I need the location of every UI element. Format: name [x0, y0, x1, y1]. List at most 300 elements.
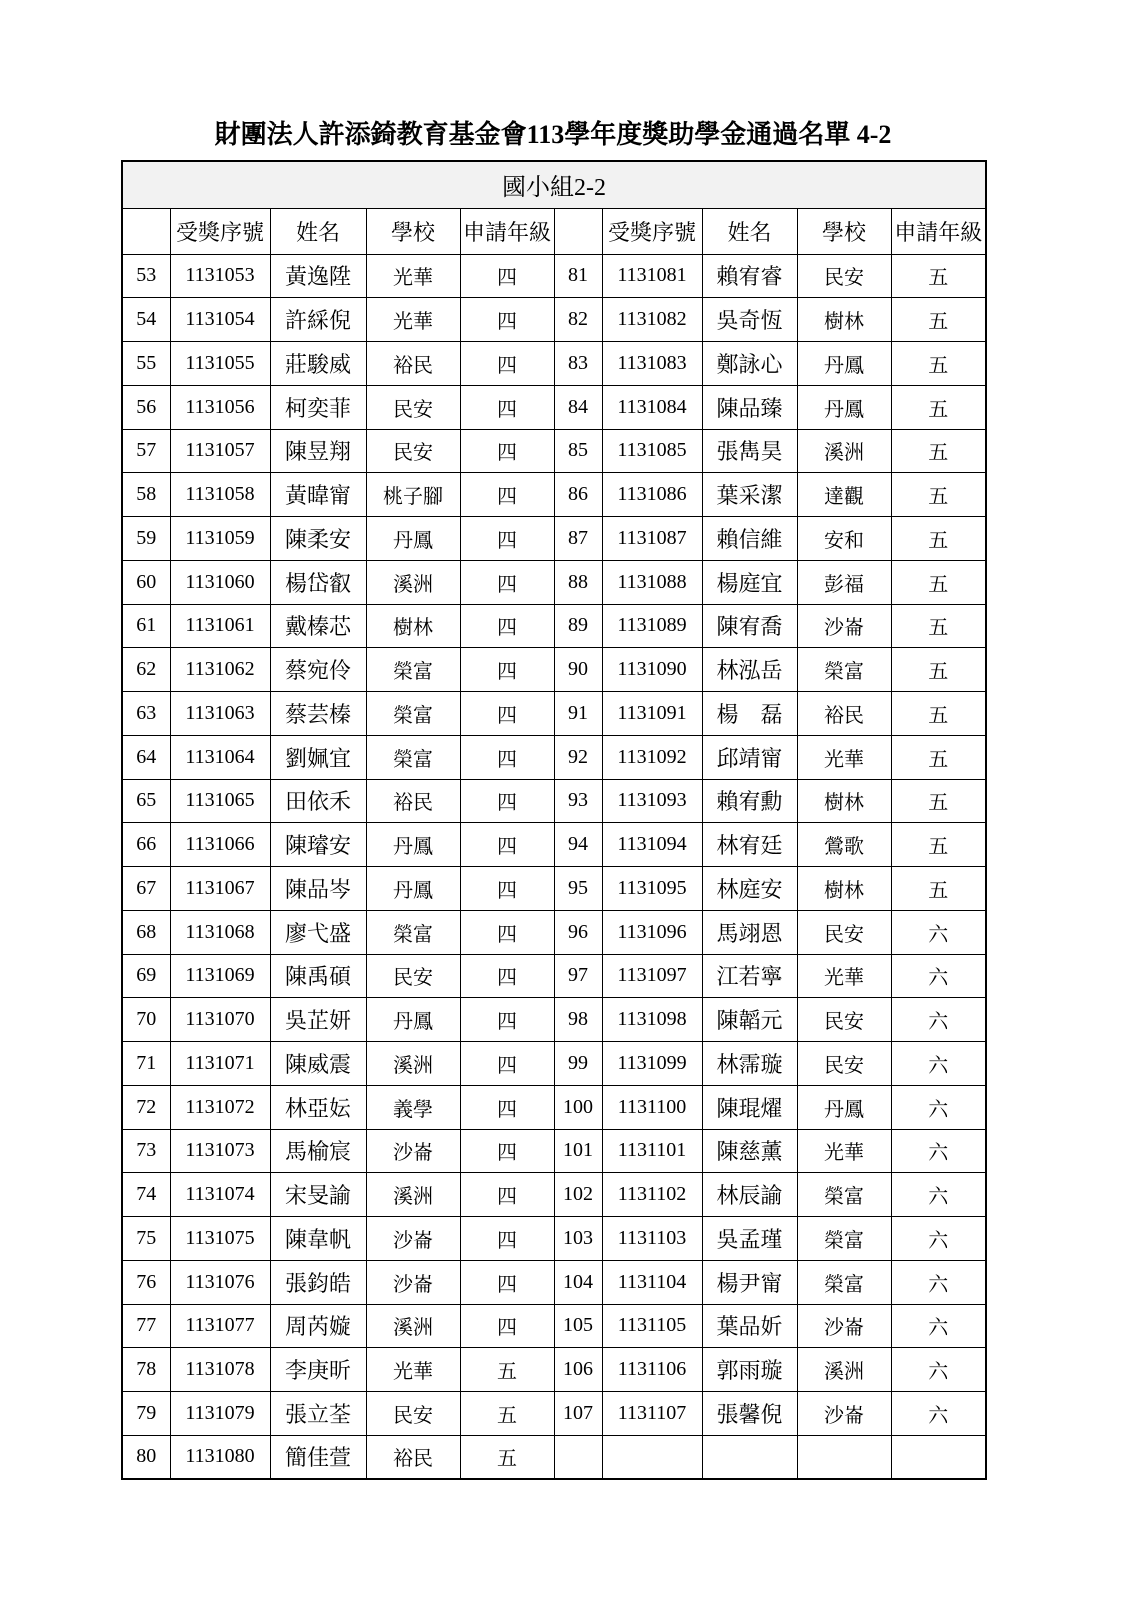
grade-cell: 四: [460, 867, 554, 911]
serial-cell: 1131059: [170, 517, 270, 561]
school-cell: 丹鳳: [366, 998, 460, 1042]
name-cell: 陳威震: [270, 1042, 366, 1086]
school-cell: 彭福: [797, 560, 891, 604]
table-row: [122, 1217, 986, 1261]
name-cell: 林泓岳: [702, 648, 797, 692]
grade-cell: 五: [460, 1348, 554, 1392]
grade-cell: 四: [460, 342, 554, 386]
grade-cell: 五: [891, 867, 986, 911]
grade-cell: 五: [891, 560, 986, 604]
row-number-cell: 77: [122, 1304, 170, 1348]
header-school-right: 學校: [797, 208, 891, 254]
name-cell: 郭雨璇: [702, 1348, 797, 1392]
school-cell: 光華: [797, 1129, 891, 1173]
school-cell: 光華: [366, 254, 460, 298]
school-cell: 溪洲: [366, 1304, 460, 1348]
school-cell: 溪洲: [797, 429, 891, 473]
header-name-right: 姓名: [702, 208, 797, 254]
serial-cell: 1131094: [602, 823, 702, 867]
table-row: [122, 1085, 986, 1129]
row-number-cell: 54: [122, 298, 170, 342]
serial-cell: 1131073: [170, 1129, 270, 1173]
name-cell: 廖弋盛: [270, 910, 366, 954]
serial-cell: 1131104: [602, 1260, 702, 1304]
name-cell: 江若寧: [702, 954, 797, 998]
name-cell: 葉品妡: [702, 1304, 797, 1348]
name-cell: 蔡宛伶: [270, 648, 366, 692]
name-cell: 宋旻諭: [270, 1173, 366, 1217]
grade-cell: 四: [460, 517, 554, 561]
row-number-cell: 95: [554, 867, 602, 911]
grade-cell: 六: [891, 1085, 986, 1129]
table-row: [122, 254, 986, 298]
name-cell: 林宥廷: [702, 823, 797, 867]
row-number-cell: 57: [122, 429, 170, 473]
serial-cell: 1131071: [170, 1042, 270, 1086]
school-cell: 榮富: [366, 910, 460, 954]
table-row: [122, 1173, 986, 1217]
grade-cell: 五: [891, 298, 986, 342]
serial-cell: 1131105: [602, 1304, 702, 1348]
name-cell: 賴宥睿: [702, 254, 797, 298]
serial-cell: 1131095: [602, 867, 702, 911]
school-cell: 桃子腳: [366, 473, 460, 517]
grade-cell: 四: [460, 298, 554, 342]
grade-cell: 四: [460, 692, 554, 736]
row-number-cell: 106: [554, 1348, 602, 1392]
name-cell: 張立荃: [270, 1392, 366, 1436]
table-row: [122, 517, 986, 561]
school-cell: 裕民: [797, 692, 891, 736]
grade-cell: [891, 1435, 986, 1479]
serial-cell: 1131077: [170, 1304, 270, 1348]
school-cell: 義學: [366, 1085, 460, 1129]
row-number-cell: 55: [122, 342, 170, 386]
table-row: [122, 692, 986, 736]
table-row: [122, 342, 986, 386]
table-row: [122, 954, 986, 998]
row-number-cell: 79: [122, 1392, 170, 1436]
serial-cell: 1131069: [170, 954, 270, 998]
name-cell: 陳慈薰: [702, 1129, 797, 1173]
header-row-number-left: [122, 208, 170, 254]
name-cell: 張雋昊: [702, 429, 797, 473]
school-cell: 樹林: [797, 298, 891, 342]
grade-cell: 五: [891, 517, 986, 561]
table-row: [122, 1348, 986, 1392]
serial-cell: 1131066: [170, 823, 270, 867]
grade-cell: 五: [891, 254, 986, 298]
row-number-cell: 72: [122, 1085, 170, 1129]
grade-cell: 四: [460, 1304, 554, 1348]
grade-cell: 六: [891, 1217, 986, 1261]
grade-cell: 六: [891, 1304, 986, 1348]
name-cell: 陳璿安: [270, 823, 366, 867]
serial-cell: 1131089: [602, 604, 702, 648]
row-number-cell: 70: [122, 998, 170, 1042]
table-row: [122, 1042, 986, 1086]
serial-cell: 1131080: [170, 1435, 270, 1479]
grade-cell: 五: [891, 604, 986, 648]
table-row: [122, 1435, 986, 1479]
row-number-cell: 75: [122, 1217, 170, 1261]
serial-cell: 1131087: [602, 517, 702, 561]
grade-cell: 四: [460, 1217, 554, 1261]
header-grade-right: 申請年級: [891, 208, 986, 254]
school-cell: 沙崙: [366, 1260, 460, 1304]
school-cell: 榮富: [797, 1260, 891, 1304]
school-cell: 光華: [797, 735, 891, 779]
column-header-row: [122, 208, 986, 254]
school-cell: 丹鳳: [797, 385, 891, 429]
name-cell: 楊岱叡: [270, 560, 366, 604]
row-number-cell: 82: [554, 298, 602, 342]
table-row: [122, 867, 986, 911]
serial-cell: 1131097: [602, 954, 702, 998]
school-cell: 丹鳳: [366, 823, 460, 867]
table-row: [122, 1392, 986, 1436]
row-number-cell: 88: [554, 560, 602, 604]
serial-cell: 1131075: [170, 1217, 270, 1261]
grade-cell: 五: [891, 648, 986, 692]
grade-cell: 四: [460, 1260, 554, 1304]
header-grade-left: 申請年級: [460, 208, 554, 254]
section-title: 國小組2-2: [122, 161, 986, 208]
row-number-cell: 74: [122, 1173, 170, 1217]
grade-cell: 四: [460, 779, 554, 823]
school-cell: 榮富: [797, 1173, 891, 1217]
school-cell: 民安: [366, 385, 460, 429]
serial-cell: 1131070: [170, 998, 270, 1042]
table-row: [122, 910, 986, 954]
serial-cell: 1131082: [602, 298, 702, 342]
school-cell: 民安: [797, 254, 891, 298]
serial-cell: 1131067: [170, 867, 270, 911]
grade-cell: 四: [460, 1129, 554, 1173]
header-serial-left: 受獎序號: [170, 208, 270, 254]
school-cell: 民安: [366, 1392, 460, 1436]
serial-cell: 1131102: [602, 1173, 702, 1217]
grade-cell: 四: [460, 560, 554, 604]
name-cell: 林霈璇: [702, 1042, 797, 1086]
table-row: [122, 1260, 986, 1304]
row-number-cell: 101: [554, 1129, 602, 1173]
name-cell: 賴宥勳: [702, 779, 797, 823]
school-cell: 溪洲: [366, 1173, 460, 1217]
row-number-cell: 78: [122, 1348, 170, 1392]
serial-cell: 1131055: [170, 342, 270, 386]
serial-cell: 1131090: [602, 648, 702, 692]
serial-cell: 1131101: [602, 1129, 702, 1173]
serial-cell: 1131092: [602, 735, 702, 779]
school-cell: 樹林: [797, 779, 891, 823]
table-row: [122, 429, 986, 473]
school-cell: 丹鳳: [366, 867, 460, 911]
name-cell: 周芮嫙: [270, 1304, 366, 1348]
name-cell: 戴榛芯: [270, 604, 366, 648]
row-number-cell: 85: [554, 429, 602, 473]
name-cell: 黃暐甯: [270, 473, 366, 517]
grade-cell: 四: [460, 910, 554, 954]
name-cell: [702, 1435, 797, 1479]
row-number-cell: 76: [122, 1260, 170, 1304]
row-number-cell: 104: [554, 1260, 602, 1304]
row-number-cell: 98: [554, 998, 602, 1042]
school-cell: 達觀: [797, 473, 891, 517]
grade-cell: 五: [891, 735, 986, 779]
name-cell: 柯奕菲: [270, 385, 366, 429]
row-number-cell: 83: [554, 342, 602, 386]
grade-cell: 四: [460, 473, 554, 517]
table-row: [122, 735, 986, 779]
serial-cell: 1131081: [602, 254, 702, 298]
row-number-cell: 99: [554, 1042, 602, 1086]
name-cell: 黃逸陞: [270, 254, 366, 298]
grade-cell: 五: [460, 1435, 554, 1479]
name-cell: 楊尹甯: [702, 1260, 797, 1304]
row-number-cell: 67: [122, 867, 170, 911]
name-cell: 蔡芸榛: [270, 692, 366, 736]
name-cell: 許綵倪: [270, 298, 366, 342]
name-cell: 陳禹碩: [270, 954, 366, 998]
table-row: [122, 1129, 986, 1173]
school-cell: 丹鳳: [797, 1085, 891, 1129]
school-cell: [797, 1435, 891, 1479]
grade-cell: 五: [891, 692, 986, 736]
grade-cell: 六: [891, 1042, 986, 1086]
row-number-cell: [554, 1435, 602, 1479]
scholarship-roster-table: [121, 160, 987, 1480]
serial-cell: 1131103: [602, 1217, 702, 1261]
serial-cell: 1131078: [170, 1348, 270, 1392]
header-serial-right: 受獎序號: [602, 208, 702, 254]
school-cell: 鶯歌: [797, 823, 891, 867]
table-body: [122, 254, 986, 1479]
section-row: [122, 161, 986, 208]
serial-cell: 1131098: [602, 998, 702, 1042]
serial-cell: 1131107: [602, 1392, 702, 1436]
table-row: [122, 473, 986, 517]
serial-cell: 1131076: [170, 1260, 270, 1304]
row-number-cell: 92: [554, 735, 602, 779]
grade-cell: 四: [460, 998, 554, 1042]
school-cell: 溪洲: [797, 1348, 891, 1392]
school-cell: 沙崙: [797, 604, 891, 648]
grade-cell: 五: [891, 473, 986, 517]
name-cell: 陳宥喬: [702, 604, 797, 648]
name-cell: 田依禾: [270, 779, 366, 823]
school-cell: 安和: [797, 517, 891, 561]
name-cell: 林辰諭: [702, 1173, 797, 1217]
grade-cell: 四: [460, 429, 554, 473]
name-cell: 楊 磊: [702, 692, 797, 736]
row-number-cell: 53: [122, 254, 170, 298]
header-school-left: 學校: [366, 208, 460, 254]
row-number-cell: 103: [554, 1217, 602, 1261]
school-cell: 溪洲: [366, 560, 460, 604]
grade-cell: 六: [891, 998, 986, 1042]
table-row: [122, 385, 986, 429]
serial-cell: 1131084: [602, 385, 702, 429]
name-cell: 李庚昕: [270, 1348, 366, 1392]
serial-cell: 1131057: [170, 429, 270, 473]
name-cell: 吳芷妍: [270, 998, 366, 1042]
name-cell: 馬榆宸: [270, 1129, 366, 1173]
row-number-cell: 102: [554, 1173, 602, 1217]
serial-cell: 1131100: [602, 1085, 702, 1129]
school-cell: 裕民: [366, 779, 460, 823]
serial-cell: 1131062: [170, 648, 270, 692]
table-row: [122, 998, 986, 1042]
serial-cell: 1131065: [170, 779, 270, 823]
school-cell: 民安: [797, 998, 891, 1042]
row-number-cell: 59: [122, 517, 170, 561]
row-number-cell: 86: [554, 473, 602, 517]
name-cell: 陳品臻: [702, 385, 797, 429]
serial-cell: 1131053: [170, 254, 270, 298]
grade-cell: 六: [891, 954, 986, 998]
serial-cell: 1131096: [602, 910, 702, 954]
row-number-cell: 84: [554, 385, 602, 429]
serial-cell: 1131060: [170, 560, 270, 604]
grade-cell: 五: [891, 342, 986, 386]
table-row: [122, 560, 986, 604]
row-number-cell: 81: [554, 254, 602, 298]
school-cell: 樹林: [797, 867, 891, 911]
serial-cell: 1131083: [602, 342, 702, 386]
row-number-cell: 69: [122, 954, 170, 998]
name-cell: 陳韜元: [702, 998, 797, 1042]
serial-cell: 1131085: [602, 429, 702, 473]
serial-cell: 1131056: [170, 385, 270, 429]
serial-cell: 1131058: [170, 473, 270, 517]
grade-cell: 六: [891, 1392, 986, 1436]
header-row-number-right: [554, 208, 602, 254]
serial-cell: 1131054: [170, 298, 270, 342]
grade-cell: 四: [460, 254, 554, 298]
serial-cell: 1131068: [170, 910, 270, 954]
serial-cell: 1131061: [170, 604, 270, 648]
school-cell: 榮富: [797, 648, 891, 692]
school-cell: 光華: [366, 298, 460, 342]
name-cell: 張馨倪: [702, 1392, 797, 1436]
school-cell: 榮富: [366, 735, 460, 779]
row-number-cell: 100: [554, 1085, 602, 1129]
row-number-cell: 105: [554, 1304, 602, 1348]
grade-cell: 五: [891, 429, 986, 473]
name-cell: 莊駿威: [270, 342, 366, 386]
school-cell: 樹林: [366, 604, 460, 648]
school-cell: 民安: [797, 1042, 891, 1086]
name-cell: 簡佳萱: [270, 1435, 366, 1479]
grade-cell: 六: [891, 1173, 986, 1217]
serial-cell: 1131106: [602, 1348, 702, 1392]
table-row: [122, 298, 986, 342]
name-cell: 邱靖甯: [702, 735, 797, 779]
school-cell: 沙崙: [797, 1392, 891, 1436]
grade-cell: 四: [460, 823, 554, 867]
grade-cell: 六: [891, 1348, 986, 1392]
grade-cell: 五: [891, 385, 986, 429]
table-row: [122, 648, 986, 692]
name-cell: 馬翊恩: [702, 910, 797, 954]
name-cell: 吳奇恆: [702, 298, 797, 342]
serial-cell: 1131063: [170, 692, 270, 736]
row-number-cell: 90: [554, 648, 602, 692]
row-number-cell: 61: [122, 604, 170, 648]
row-number-cell: 107: [554, 1392, 602, 1436]
name-cell: 張鈞皓: [270, 1260, 366, 1304]
grade-cell: 六: [891, 1129, 986, 1173]
name-cell: 賴信維: [702, 517, 797, 561]
row-number-cell: 94: [554, 823, 602, 867]
row-number-cell: 62: [122, 648, 170, 692]
school-cell: 沙崙: [366, 1217, 460, 1261]
name-cell: 林亞妘: [270, 1085, 366, 1129]
row-number-cell: 93: [554, 779, 602, 823]
name-cell: 陳琨燿: [702, 1085, 797, 1129]
row-number-cell: 56: [122, 385, 170, 429]
name-cell: 陳韋帆: [270, 1217, 366, 1261]
name-cell: 吳孟瑾: [702, 1217, 797, 1261]
serial-cell: 1131064: [170, 735, 270, 779]
serial-cell: 1131091: [602, 692, 702, 736]
grade-cell: 四: [460, 1173, 554, 1217]
grade-cell: 四: [460, 648, 554, 692]
school-cell: 民安: [797, 910, 891, 954]
name-cell: 林庭安: [702, 867, 797, 911]
serial-cell: 1131072: [170, 1085, 270, 1129]
serial-cell: 1131074: [170, 1173, 270, 1217]
grade-cell: 四: [460, 954, 554, 998]
grade-cell: 六: [891, 1260, 986, 1304]
serial-cell: 1131093: [602, 779, 702, 823]
name-cell: 陳柔安: [270, 517, 366, 561]
table-row: [122, 1304, 986, 1348]
serial-cell: [602, 1435, 702, 1479]
name-cell: 陳昱翔: [270, 429, 366, 473]
school-cell: 榮富: [366, 648, 460, 692]
serial-cell: 1131079: [170, 1392, 270, 1436]
grade-cell: 五: [460, 1392, 554, 1436]
name-cell: 楊庭宜: [702, 560, 797, 604]
table-row: [122, 823, 986, 867]
table-row: [122, 604, 986, 648]
grade-cell: 四: [460, 1042, 554, 1086]
school-cell: 裕民: [366, 342, 460, 386]
row-number-cell: 97: [554, 954, 602, 998]
row-number-cell: 66: [122, 823, 170, 867]
school-cell: 光華: [797, 954, 891, 998]
row-number-cell: 91: [554, 692, 602, 736]
name-cell: 葉采潔: [702, 473, 797, 517]
row-number-cell: 58: [122, 473, 170, 517]
serial-cell: 1131086: [602, 473, 702, 517]
row-number-cell: 73: [122, 1129, 170, 1173]
row-number-cell: 63: [122, 692, 170, 736]
serial-cell: 1131099: [602, 1042, 702, 1086]
school-cell: 裕民: [366, 1435, 460, 1479]
grade-cell: 四: [460, 1085, 554, 1129]
grade-cell: 六: [891, 910, 986, 954]
row-number-cell: 65: [122, 779, 170, 823]
school-cell: 榮富: [366, 692, 460, 736]
row-number-cell: 71: [122, 1042, 170, 1086]
name-cell: 陳品岑: [270, 867, 366, 911]
grade-cell: 五: [891, 779, 986, 823]
school-cell: 光華: [366, 1348, 460, 1392]
name-cell: 劉姵宜: [270, 735, 366, 779]
